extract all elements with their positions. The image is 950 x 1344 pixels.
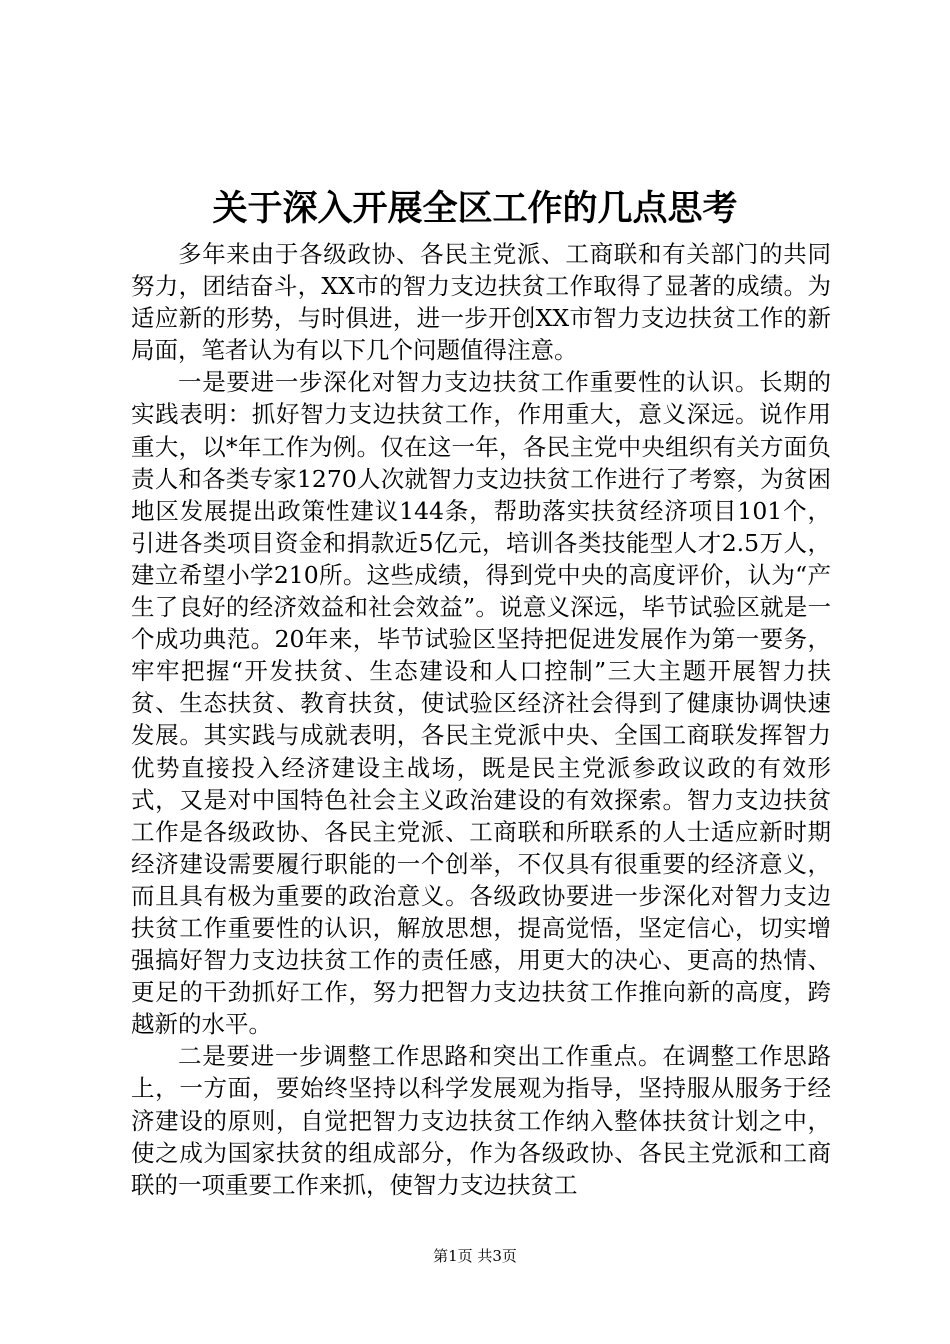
paragraph-intro: 多年来由于各级政协、各民主党派、工商联和有关部门的共同努力，团结奋斗，XX市的智力支边扶贫工作取得了显著的成绩。为适应新的形势，与时俱进，进一步开创XX市智力支边扶贫工作的新局面，笔者认为有以下几个问题值得注意。 <box>131 240 831 365</box>
paragraph-point-two: 二是要进一步调整工作思路和突出工作重点。在调整工作思路上，一方面，要始终坚持以科学发展观为指导，坚持服从服务于经济建设的原则，自觉把智力支边扶贫工作纳入整体扶贫计划之中，使之成为国家扶贫的组成部分，作为各级政协、各民主党派和工商联的一项重要工作来抓，使智力支边扶贫工 <box>131 1042 831 1199</box>
document-title: 关于深入开展全区工作的几点思考 <box>212 188 738 229</box>
document-body <box>131 238 831 1201</box>
paragraph-point-one: 一是要进一步深化对智力支边扶贫工作重要性的认识。长期的实践表明：抓好智力支边扶贫工作，作用重大，意义深远。说作用重大，以*年工作为例。仅在这一年，各民主党中央组织有关方面负责人和各类专家1270人次就智力支边扶贫工作进行了考察，为贫困地区发展提出政策性建议144条，帮助落实扶贫经济项目101个，引进各类项目资金和捐款近5亿元，培训各类技能型人才2.5万人，建立希望小学210所。这些成绩，得到党中央的高度评价，认为“产生了良好的经济效益和社会效益”。说意义深远，毕节试验区就是一个成功典范。20年来，毕节试验区坚持把促进发展作为第一要务，牢牢把握“开发扶贫、生态建设和人口控制”三大主题开展智力扶贫、生态扶贫、教育扶贫，使试验区经济社会得到了健康协调快速发展。其实践与成就表明，各民主党派中央、全国工商联发挥智力优势直接投入经济建设主战场，既是民主党派参政议政的有效形式，又是对中国特色社会主义政治建设的有效探索。智力支边扶贫工作是各级政协、各民主党派、工商联和所联系的人士适应新时期经济建设需要履行职能的一个创举，不仅具有很重要的经济意义，而且具有极为重要的政治意义。各级政协要进一步深化对智力支边扶贫工作重要性的认识，解放思想，提高觉悟，坚定信心，切实增强搞好智力支边扶贫工作的责任感，用更大的决心、更高的热情、更足的干劲抓好工作，努力把智力支边扶贫工作推向新的高度，跨越新的水平。 <box>131 368 831 1039</box>
page-number-footer: 第1页 共3页 <box>433 1247 517 1265</box>
